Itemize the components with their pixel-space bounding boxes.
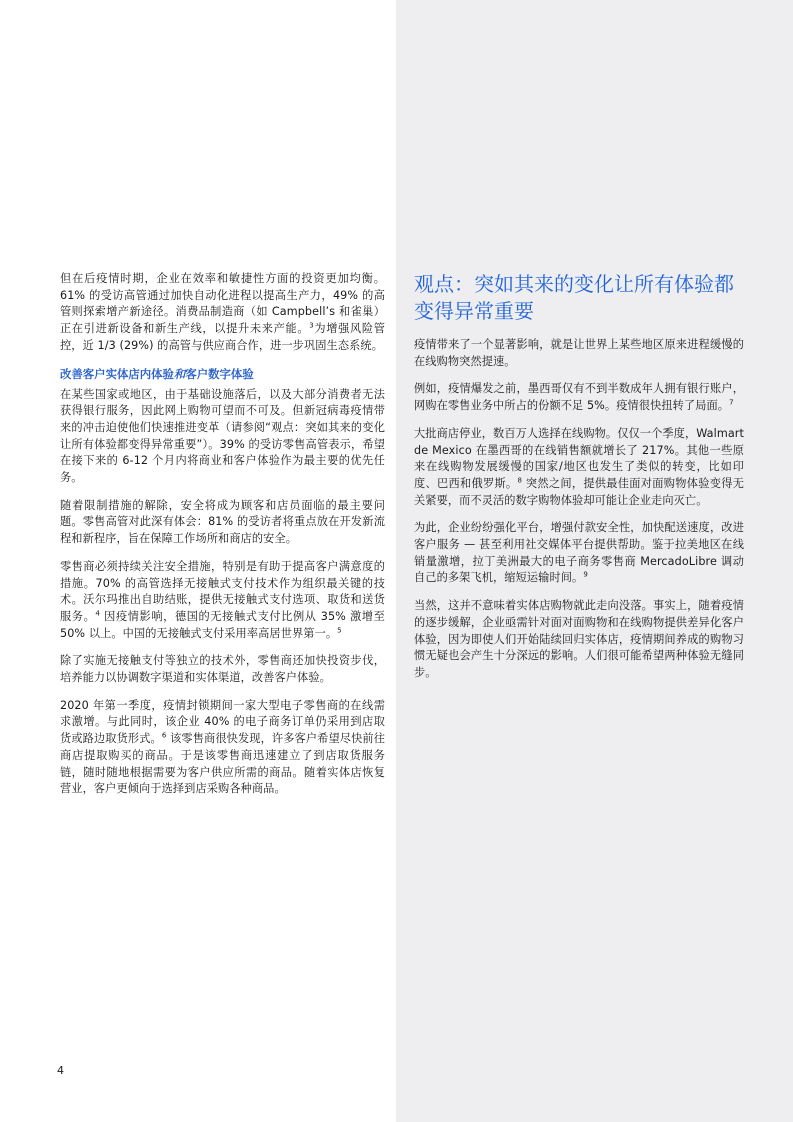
section-heading: 改善客户实体店内体验和客户数字体验 — [60, 366, 254, 381]
body-paragraph: 在某些国家或地区，由于基础设施落后，以及大部分消费者无法获得银行服务，因此网上购物可望而不可及。但新冠病毒疫情带来的冲击迫使他们快速推进变革（请参阅“观点：突如其来的变化让所有体验都变得异常重要”）。39% 的受访零售高管表示，希望在接下来的 6-12 个月内将商业和客户体验作为最主要的优先任务。 — [60, 387, 385, 485]
footnote-ref[interactable]: 5 — [337, 625, 342, 634]
footnote-ref[interactable]: 4 — [95, 609, 100, 618]
footnote-ref[interactable]: 3 — [309, 321, 314, 330]
footnote-ref[interactable]: 9 — [583, 570, 588, 579]
page-number: 4 — [57, 1064, 64, 1077]
sidebar-paragraph: 疫情带来了一个显著影响，就是让世界上某些地区原来进程缓慢的在线购物突然提速。 — [414, 338, 744, 368]
sidebar-paragraph: 当然，这并不意味着实体店购物就此走向没落。事实上，随着疫情的逐步缓解，企业亟需针对面对面购物和在线购物提供差异化客户体验，因为即使人们开始陆续回归实体店，疫情期间养成的购物习惯无疑也会产生十分深远的影响。人们很可能希望两种体验无缝同步。 — [414, 599, 744, 679]
body-paragraph: 2020 年第一季度，疫情封锁期间一家大型电子零售商的在线需求激增。与此同时，该企业 40% 的电子商务订单仍采用到店取货或路边取货形式。$^6$ 该零售商很快发现，许多客户希望尽快前往商店提取购买的商品。于是该零售商迅速建立了到店取货服务链，随时随地根据需要为客户供应所需的商品。随着实体店恢复营业，客户更倾向于选择到店采购各种商品。 — [60, 698, 385, 796]
sidebar-paragraph: 例如，疫情爆发之前，墨西哥仅有不到半数成年人拥有银行账户，网购在零售业务中所占的份额不足 5%。疫情很快扭转了局面。$^7$ — [414, 382, 744, 413]
intro-paragraph: 但在后疫情时期，企业在效率和敏捷性方面的投资更加均衡。61% 的受访高管通过加快自动化进程以提高生产力，49% 的高管则探索增产新途径。消费品制造商（如 Campbell’s 和雀巢）正在引进新设备和新生产线，以提升未来产能。$^3$为增强风险管控，近 1/3 (29%) 的高管与供应商合作，进一步巩固生态系统。 — [60, 272, 385, 352]
perspective-sidebar — [414, 271, 744, 693]
sidebar-title: 观点：突如其来的变化让所有体验都变得异常重要 — [414, 272, 734, 323]
main-column — [60, 271, 385, 809]
footnote-ref[interactable]: 8 — [517, 476, 522, 485]
body-paragraph: 除了实施无接触支付等独立的技术外，零售商还加快投资步伐，培养能力以协调数字渠道和实体渠道，改善客户体验。 — [60, 654, 385, 685]
footnote-ref[interactable]: 7 — [729, 398, 734, 407]
footnote-ref[interactable]: 6 — [161, 731, 167, 740]
sidebar-paragraph: 为此，企业纷纷强化平台，增强付款安全性，加快配送速度，改进客户服务 — 甚至利用社交媒体平台提供帮助。鉴于拉美地区在线销量激增，拉丁美洲最大的电子商务零售商 MercadoLibre 调动自己的多架飞机，缩短运输时间。$^9$ — [414, 521, 744, 585]
body-paragraph: 随着限制措施的解除，安全将成为顾客和店员面临的最主要问题。零售高管对此深有体会：81% 的受访者将重点放在开发新流程和新程序，旨在保障工作场所和商店的安全。 — [60, 498, 385, 546]
body-paragraph: 零售商必须持续关注安全措施，特别是有助于提高客户满意度的措施。70% 的高管选择无接触式支付技术作为组织最关键的技术。沃尔玛推出自助结账，提供无接触式支付选项、取货和送货服务。$^4$ 因疫情影响，德国的无接触式支付比例从 35% 激增至 50% 以上。中国的无接触式支付采用率高居世界第一。$^5$ — [60, 559, 385, 640]
sidebar-paragraph: 大批商店停业，数百万人选择在线购物。仅仅一个季度，Walmart de Mexico 在墨西哥的在线销售额就增长了 217%。其他一些原来在线购物发展缓慢的国家/地区也发生了类似的转变，比如印度、巴西和俄罗斯。$^8$ 突然之间，提供最佳面对面购物体验变得无关紧要，而不灵活的数字购物体验却可能让企业走向灭亡。 — [414, 426, 745, 507]
